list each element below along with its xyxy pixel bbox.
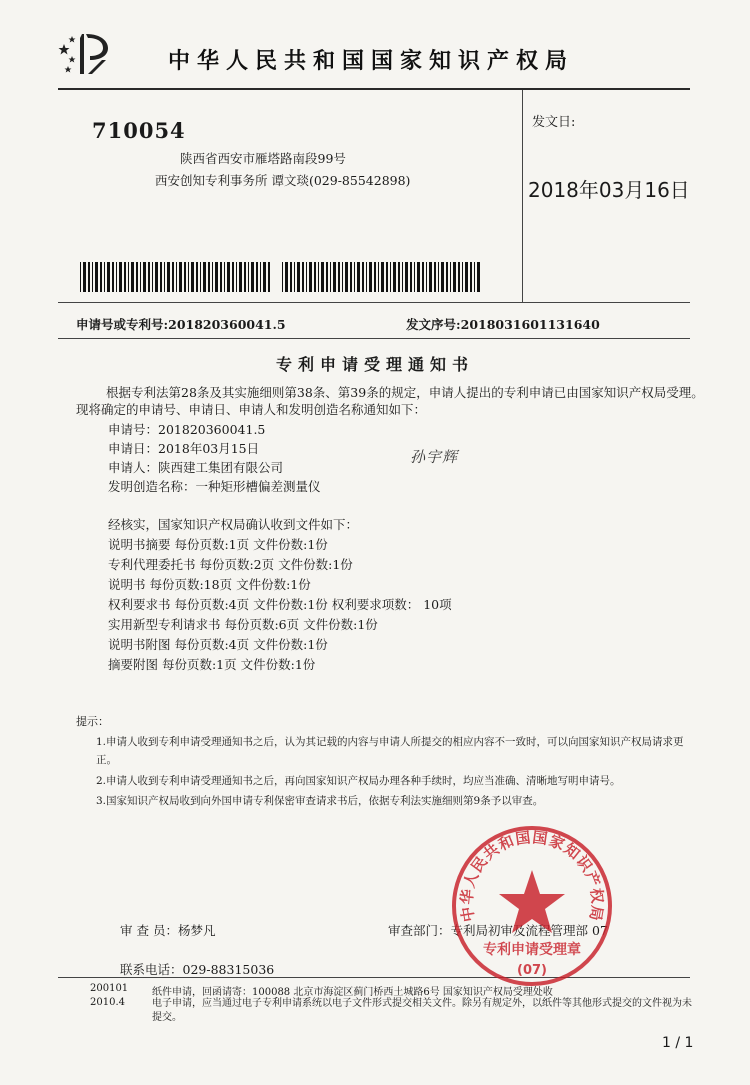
document-item: 专利代理委托书 每份页数:2页 文件份数:1份 [108,557,353,572]
reference-number: 2018031601131640 [460,317,600,332]
document-item: 实用新型专利请求书 每份页数:6页 文件份数:1份 [108,617,378,632]
department-name: 专利局初审及流程管理部 07 [450,923,608,938]
phone-field [120,960,274,978]
document-item: 说明书 每份页数:18页 文件份数:1份 [108,577,311,592]
detail-row [108,459,283,476]
detail-value: 201820360041.5 [158,422,266,437]
detail-label: 申请人： [108,460,159,475]
header-divider [522,90,523,302]
svg-text:专利申请受理章: 专利申请受理章 [483,942,581,958]
cnipa-logo-icon [58,30,114,76]
detail-row [108,440,259,457]
postcode: 710054 [92,118,186,143]
phone-label: 联系电话： [120,962,183,977]
svg-text:中华人民共和国国家知识产权局: 中华人民共和国国家知识产权局 [457,828,607,924]
tip-item: 2.申请人收到专利申请受理通知书之后，再向国家知识产权局办理各种手续时，均应当准确、清晰地写明申请号。 [96,775,621,787]
verify-intro: 经核实，国家知识产权局确认收到文件如下： [108,517,359,532]
barcode-2 [282,262,482,292]
refs-rule-top [58,302,690,303]
reference-number-field [406,315,600,333]
application-number: 201820360041.5 [168,317,286,332]
address-line-2: 西安创知专利事务所 谭文琰(029-85542898) [155,173,411,188]
document-item: 说明书附图 每份页数:4页 文件份数:1份 [108,637,328,652]
address-line-1: 陕西省西安市雁塔路南段99号 [180,151,346,166]
reference-number-label: 发文序号: [406,317,461,332]
barcode-1 [80,262,272,292]
agency-name: 中华人民共和国国家知识产权局 [168,49,575,74]
footer-code: 200101 [90,983,129,994]
examiner-field [120,921,215,939]
footer-electronic-note: 电子申请，应当通过电子专利申请系统以电子文件形式提交相关文件。除另有规定外，以纸件等其他形式提交的文件视为未提交。 [152,998,692,1023]
handwritten-signature: 孙宇辉 [410,448,459,466]
issue-date: 2018年03月16日 [528,178,690,202]
svg-text:(07): (07) [517,963,547,978]
examiner-label: 审 查 员： [120,923,178,938]
application-number-label: 申请号或专利号: [76,317,169,332]
notice-title: 专利申请受理通知书 [275,355,474,374]
document-item: 说明书摘要 每份页数:1页 文件份数:1份 [108,537,328,552]
department-label: 审查部门： [388,923,451,938]
detail-row [108,421,265,438]
detail-value: 2018年03月15日 [158,441,260,456]
tips-label: 提示： [76,715,109,728]
detail-row [108,478,321,495]
detail-value: 陕西建工集团有限公司 [158,460,284,475]
official-seal-icon [448,822,616,990]
page-number: 1 / 1 [662,1035,694,1051]
application-number-field [76,315,286,333]
detail-label: 申请号： [108,422,159,437]
intro-paragraph: 根据专利法第28条及其实施细则第38条、第39条的规定，申请人提出的专利申请已由国家知识产权局受理。现将确定的申请号、申请日、申请人和发明创造名称通知如下： [76,385,704,417]
tip-item: 1.申请人收到专利申请受理通知书之后，认为其记载的内容与申请人所提交的相应内容不一致时，可以向国家知识产权局请求更正。 [96,736,684,766]
footer-mail-note: 纸件申请，回函请寄：100088 北京市海淀区蓟门桥西土城路6号 国家知识产权局受理处收 [152,987,553,998]
detail-label: 发明创造名称： [108,479,196,494]
issue-date-label: 发文日: [532,115,576,130]
tip-item: 3.国家知识产权局收到向外国申请专利保密审查请求书后，依据专利法实施细则第9条予以审查。 [96,795,544,807]
phone-number: 029-88315036 [182,962,275,977]
detail-value: 一种矩形槽偏差测量仪 [195,479,321,494]
document-item: 摘要附图 每份页数:1页 文件份数:1份 [108,657,316,672]
refs-rule-bottom [58,338,690,339]
detail-label: 申请日： [108,441,159,456]
footer-code: 2010.4 [90,997,125,1008]
document-item: 权利要求书 每份页数:4页 文件份数:1份 权利要求项数： 10项 [108,597,452,612]
examiner-name: 杨梦凡 [177,923,216,938]
header-rule [58,88,690,90]
